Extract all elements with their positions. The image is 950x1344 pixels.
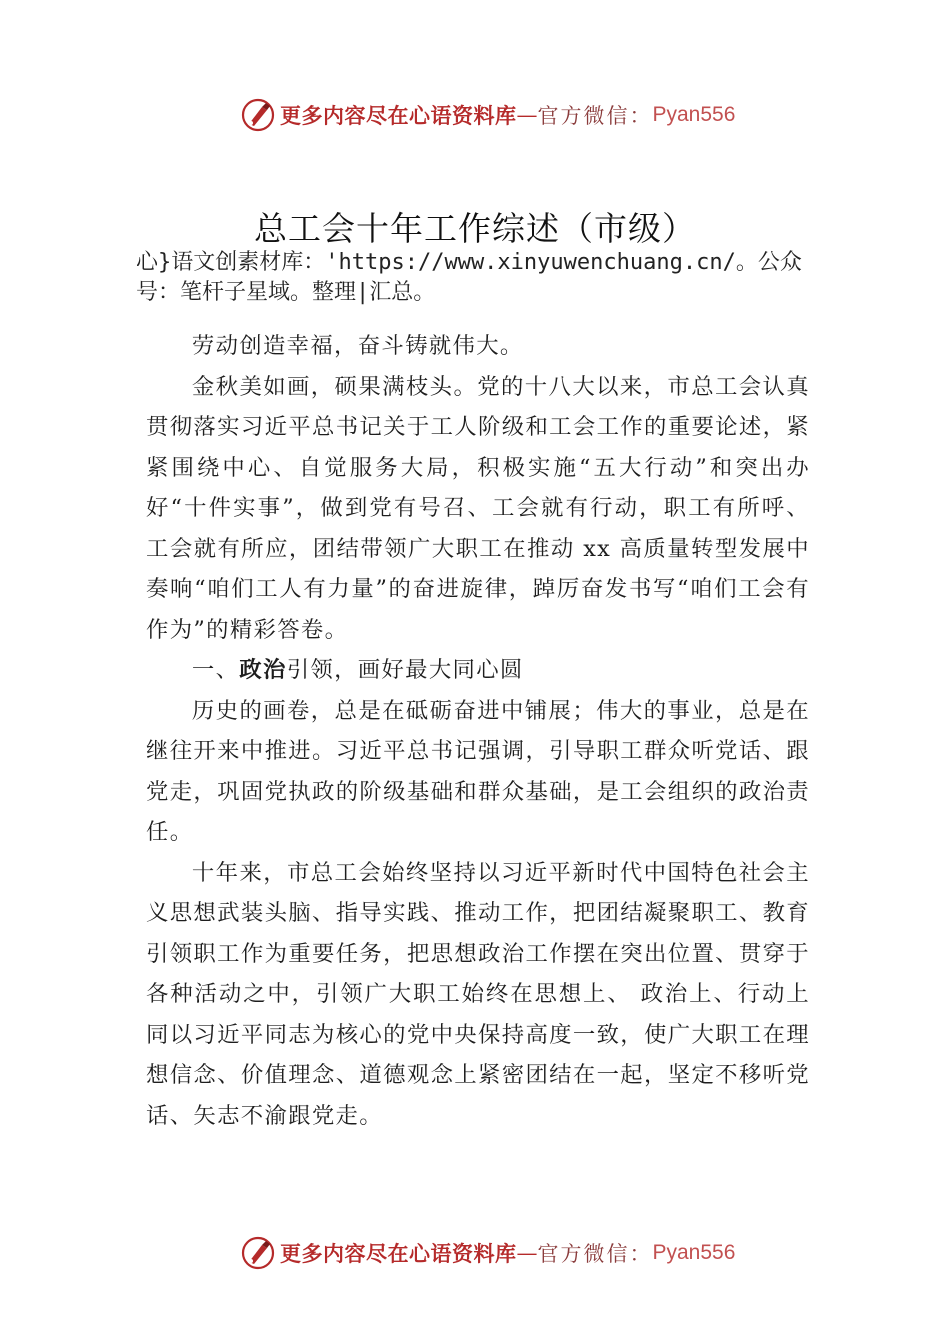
document-title: 总工会十年工作综述（市级） — [254, 209, 696, 248]
banner-separator: — — [516, 103, 538, 127]
wechat-label: 官方微信： — [537, 104, 653, 128]
fountain-pen-seal-icon — [240, 97, 276, 133]
source-line-2: 号：笔杆子星域。整理|汇总。 — [136, 280, 436, 305]
heading-bold: 政治 — [239, 657, 287, 683]
wechat-id: Pyan556 — [652, 1241, 736, 1264]
wechat-label: 官方微信： — [537, 1242, 653, 1266]
bottom-watermark-banner — [240, 1233, 735, 1273]
banner-separator: — — [516, 1241, 538, 1265]
wechat-id: Pyan556 — [652, 103, 736, 126]
paragraph: 十年来，市总工会始终坚持以习近平新时代中国特色社会主义思想武装头脑、指导实践、推动工作，把团结凝聚职工、教育引领职工作为重要任务，把思想政治工作摆在突出位置、贯穿于各种活动之中，引领广大职工始终在思想上、 政治上、行动上同以习近平同志为核心的党中央保持高度一致，使广大职工在理想信念、价值理念、道德观念上紧密团结在一起，坚定不移听党话、矢志不渝跟党走。 — [146, 859, 810, 1129]
paragraph: 劳动创造幸福，奋斗铸就伟大。 — [191, 333, 524, 359]
paragraph: 金秋美如画，硕果满枝头。党的十八大以来，市总工会认真贯彻落实习近平总书记关于工人阶级和工会工作的重要论述，紧紧围绕中心、自觉服务大局，积极实施“五大行动”和突出办好“十件实事”，做到党有号召、工会就有行动，职工有所呼、工会就有所应，团结带领广大职工在推动 xx 高质量转型发展中奏响“咱们工人有力量”的奋进旋律，踔厉奋发书写“咱们工会有作为”的精彩答卷。 — [146, 373, 810, 643]
document-body — [146, 326, 810, 1136]
heading-rest: 引领，画好最大同心圆 — [286, 657, 524, 683]
library-text: 更多内容尽在心语资料库 — [280, 1241, 517, 1266]
paragraph: 历史的画卷，总是在砥砺奋进中铺展；伟大的事业，总是在继往开来中推进。习近平总书记强调，引导职工群众听党话、跟党走，巩固党执政的阶级基础和群众基础，是工会组织的政治责任。 — [146, 697, 810, 845]
library-text: 更多内容尽在心语资料库 — [280, 103, 517, 128]
source-note — [136, 248, 836, 308]
fountain-pen-seal-icon — [240, 1235, 276, 1271]
section-heading — [146, 650, 810, 691]
heading-prefix: 一、 — [191, 657, 240, 683]
source-line-1: 心}语文创素材库：'https://www.xinyuwenchuang.cn/。公众 — [136, 250, 802, 275]
top-watermark-banner — [240, 95, 735, 135]
